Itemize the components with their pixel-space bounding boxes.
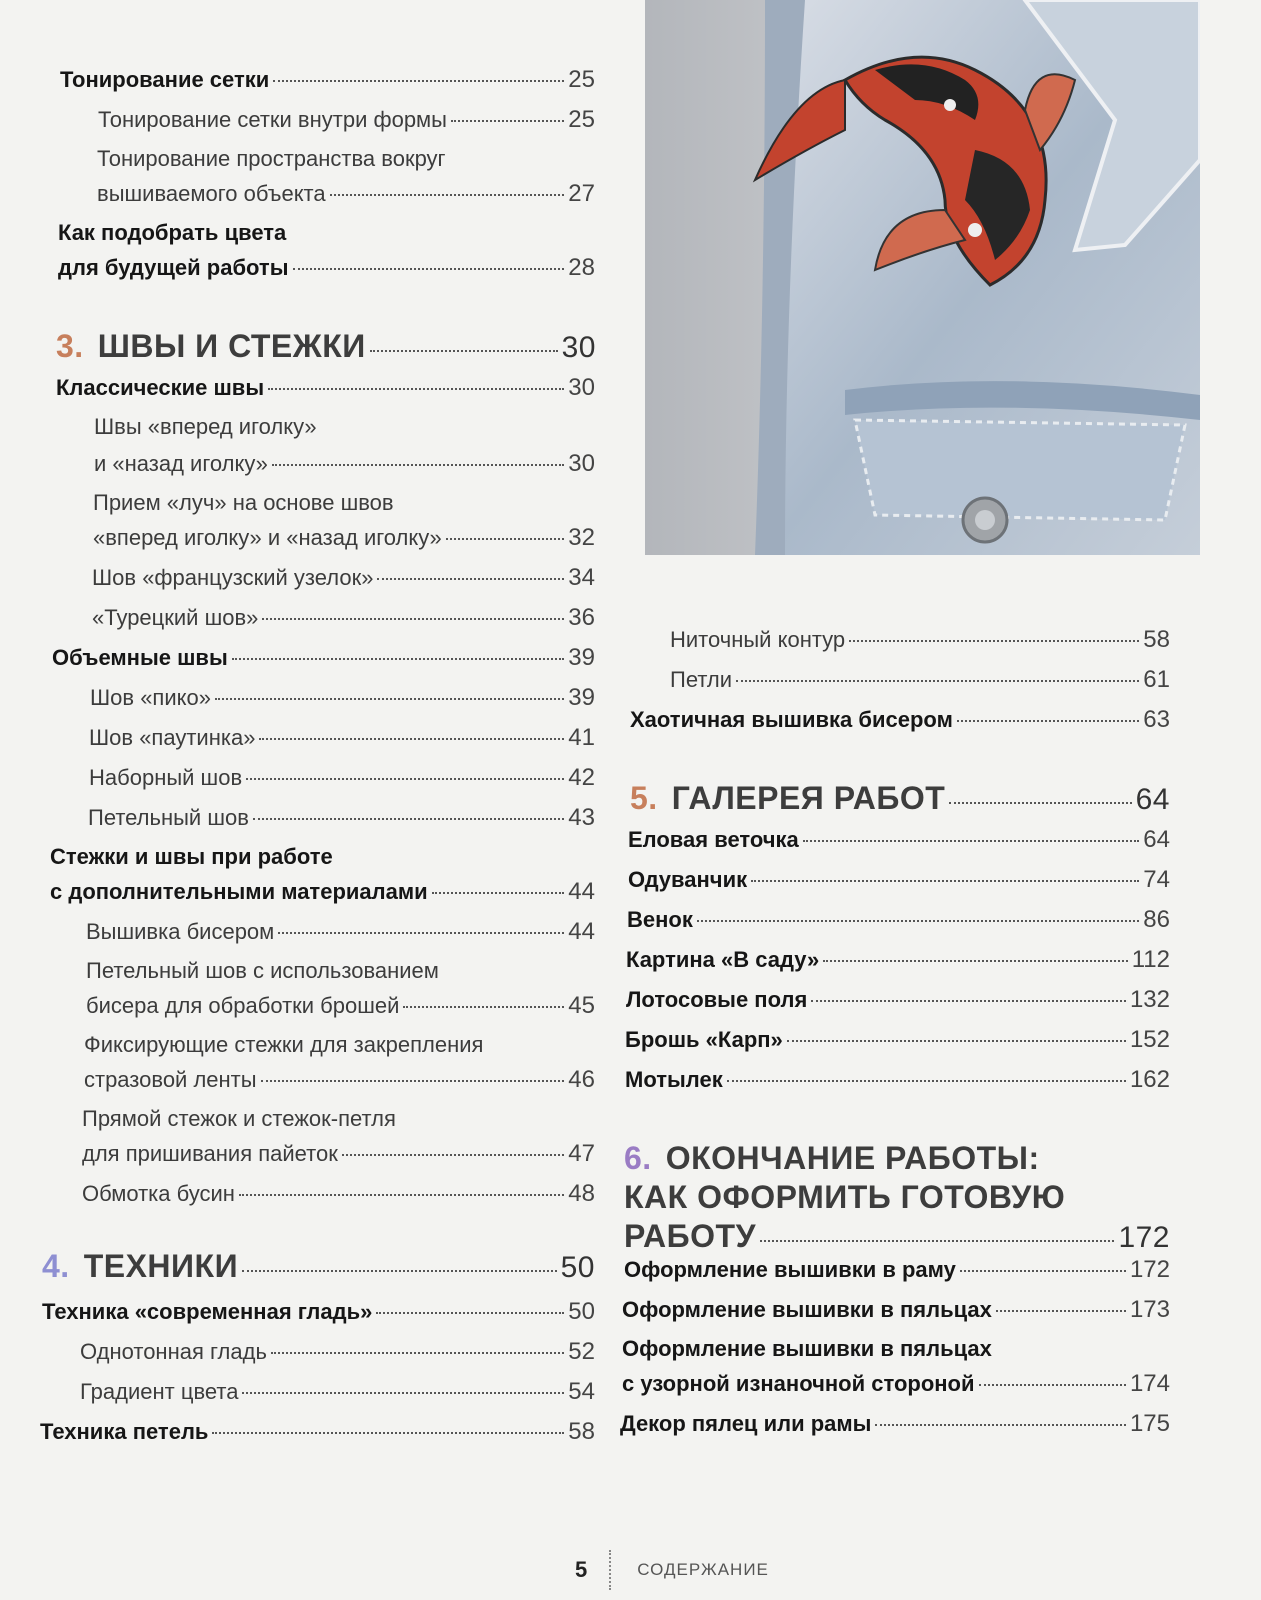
toc-entry-additional-materials[interactable]: Стежки и швы при работе с дополнительными материалами 44 (50, 844, 595, 905)
denim-jacket-illustration (645, 0, 1200, 555)
toc-entry-web[interactable]: Шов «паутинка» 41 (89, 724, 595, 751)
toc-entry-buttonhole[interactable]: Петельный шов 43 (88, 804, 595, 831)
toc-entry-ray-technique[interactable]: Прием «луч» на основе швов «вперед иголку» и «назад иголку» 32 (93, 490, 595, 551)
toc-entry-rhinestone-tape[interactable]: Фиксирующие стежки для закрепления стразовой ленты 46 (84, 1032, 595, 1093)
toc-entry-frame-finishing[interactable]: Оформление вышивки в раму 172 (624, 1256, 1170, 1283)
chapter-3-heading[interactable]: 3. ШВЫ И СТЕЖКИ 30 (56, 328, 596, 364)
toc-entry-toning-mesh[interactable]: Тонирование сетки 25 (60, 66, 595, 93)
section-label: СОДЕРЖАНИЕ (637, 1560, 769, 1579)
toc-entry-forward-back[interactable]: Швы «вперед иголку» и «назад иголку» 30 (94, 414, 595, 477)
toc-entry-lotus-fields[interactable]: Лотосовые поля 132 (626, 986, 1170, 1013)
toc-entry-solid-satin[interactable]: Однотонная гладь 52 (80, 1338, 595, 1365)
toc-entry-loop-technique[interactable]: Техника петель 58 (40, 1418, 595, 1445)
toc-entry-french-knot[interactable]: Шов «французский узелок» 34 (92, 564, 595, 591)
page-number: 5 (575, 1557, 588, 1582)
toc-entry-turkish-stitch[interactable]: «Турецкий шов» 36 (92, 604, 595, 631)
toc-entry-satin-set[interactable]: Наборный шов 42 (89, 764, 595, 791)
toc-entry-dandelion[interactable]: Одуванчик 74 (628, 866, 1170, 893)
page-footer (575, 1550, 769, 1590)
footer-divider (609, 1550, 611, 1590)
toc-entry-bead-wrapping[interactable]: Обмотка бусин 48 (82, 1180, 595, 1207)
toc-entry-color-gradient[interactable]: Градиент цвета 54 (80, 1378, 595, 1405)
toc-entry-toning-around[interactable]: Тонирование пространства вокруг вышиваемого объекта 27 (97, 146, 595, 207)
toc-entry-sequins[interactable]: Прямой стежок и стежок-петля для пришивания пайеток 47 (82, 1106, 595, 1167)
chapter-5-heading[interactable]: 5. ГАЛЕРЕЯ РАБОТ 64 (630, 780, 1170, 816)
toc-entry-classic-stitches[interactable]: Классические швы 30 (56, 374, 595, 401)
toc-entry-choose-colors[interactable]: Как подобрать цвета для будущей работы 28 (58, 220, 595, 281)
toc-entry-modern-satin[interactable]: Техника «современная гладь» 50 (42, 1298, 595, 1325)
toc-entry-hoop-patterned-back[interactable]: Оформление вышивки в пяльцах с узорной изнаночной стороной 174 (622, 1336, 1170, 1397)
koi-brooch-denim-photo (645, 0, 1200, 555)
chapter-4-heading[interactable]: 4. ТЕХНИКИ 50 (42, 1248, 595, 1284)
toc-entry-wreath[interactable]: Венок 86 (627, 906, 1170, 933)
toc-entry-moth[interactable]: Мотылек 162 (625, 1066, 1170, 1093)
toc-entry-thread-contour[interactable]: Ниточный контур 58 (670, 626, 1170, 653)
toc-entry-bead-embroidery[interactable]: Вышивка бисером 44 (86, 918, 595, 945)
toc-entry-pico[interactable]: Шов «пико» 39 (90, 684, 595, 711)
toc-entry-hoop-finishing[interactable]: Оформление вышивки в пяльцах 173 (622, 1296, 1170, 1323)
toc-entry-carp-brooch[interactable]: Брошь «Карп» 152 (625, 1026, 1170, 1053)
toc-entry-spruce-branch[interactable]: Еловая веточка 64 (628, 826, 1170, 853)
toc-entry-hoop-decor[interactable]: Декор пялец или рамы 175 (620, 1410, 1170, 1437)
toc-entry-volume-stitches[interactable]: Объемные швы 39 (52, 644, 595, 671)
toc-entry-loops[interactable]: Петли 61 (670, 666, 1170, 693)
chapter-6-heading[interactable]: 6. ОКОНЧАНИЕ РАБОТЫ: КАК ОФОРМИТЬ ГОТОВУЮ РАБОТУ 172 (624, 1140, 1170, 1254)
toc-entry-in-the-garden[interactable]: Картина «В саду» 112 (626, 946, 1170, 973)
toc-entry-toning-inside[interactable]: Тонирование сетки внутри формы 25 (98, 106, 595, 133)
toc-entry-chaotic-beading[interactable]: Хаотичная вышивка бисером 63 (630, 706, 1170, 733)
toc-entry-brooch-buttonhole[interactable]: Петельный шов с использованием бисера для обработки брошей 45 (86, 958, 595, 1019)
